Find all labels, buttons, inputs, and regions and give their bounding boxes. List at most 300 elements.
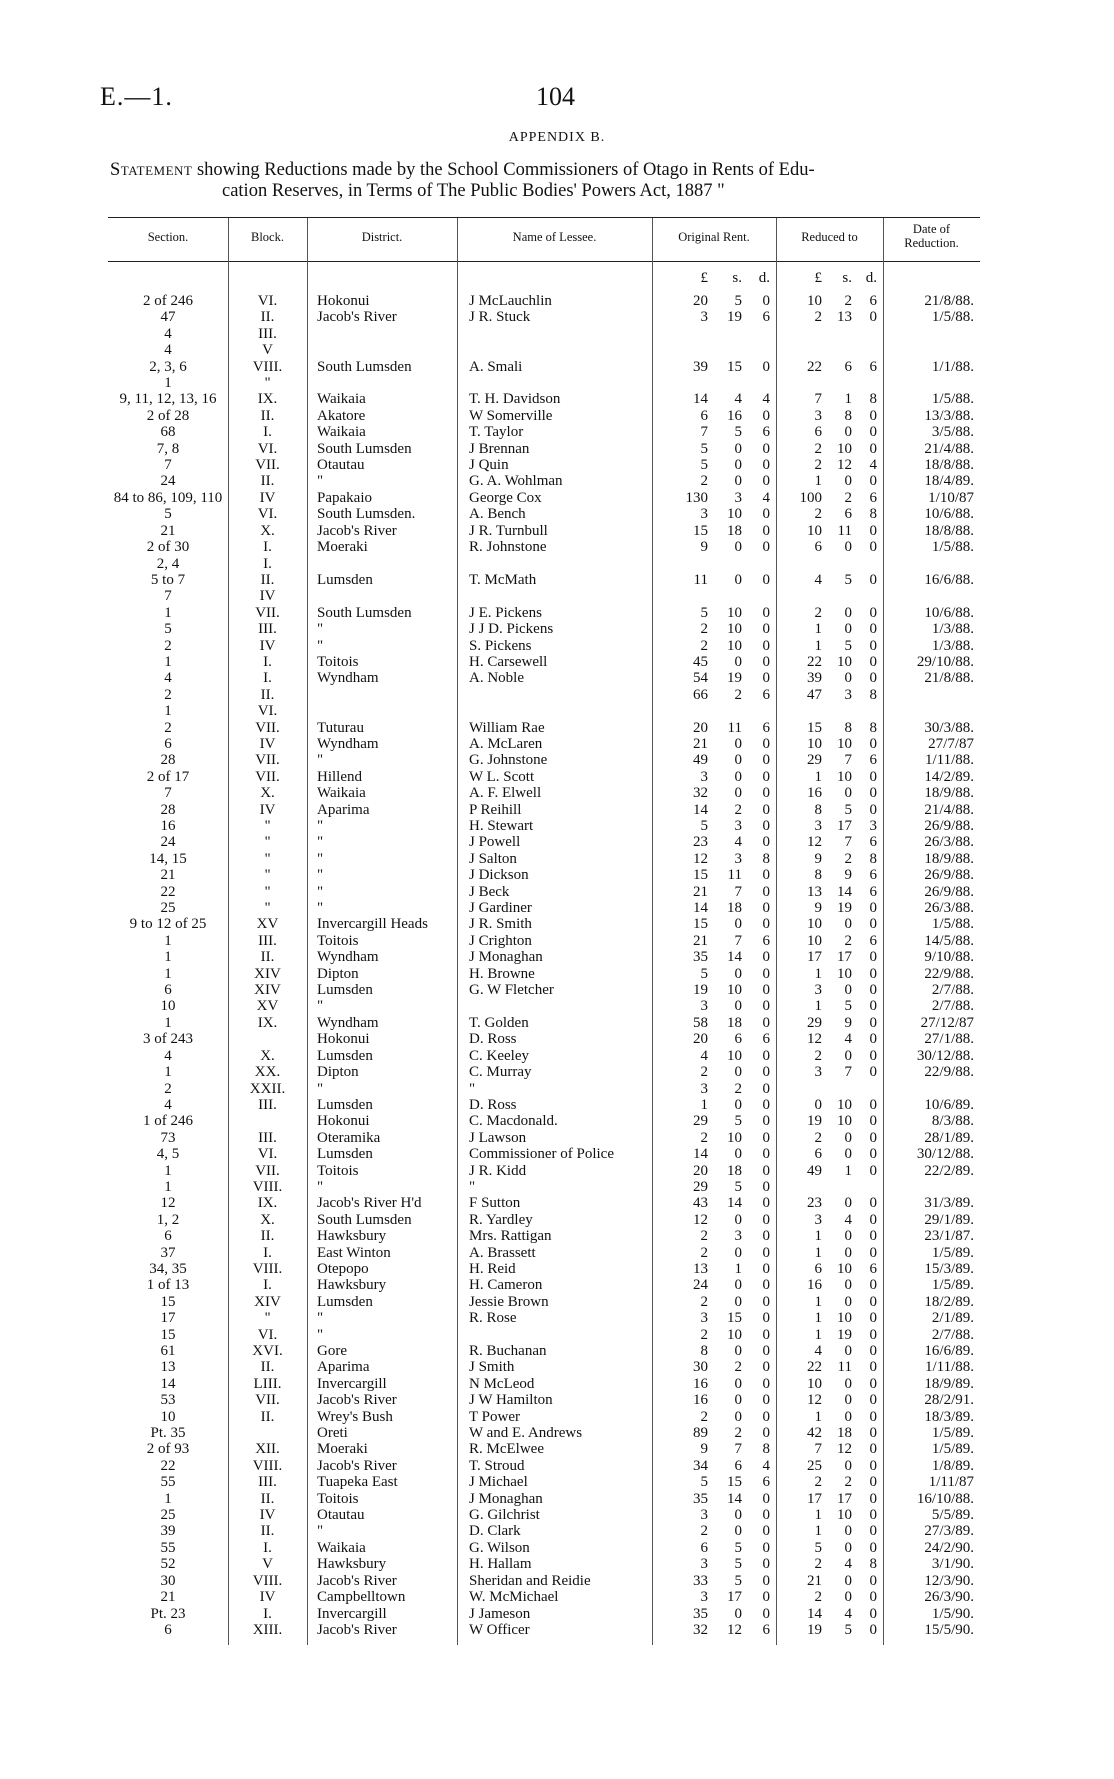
cell-date: [883, 687, 980, 703]
cell-lessee: A. Smali: [469, 358, 523, 375]
table-row: [108, 1343, 980, 1359]
cell-original-pence: 0: [762, 457, 770, 474]
cell-original-pence: 0: [762, 883, 770, 900]
cell-original-pounds: 8: [700, 1343, 708, 1359]
cell-district: Waikaia: [317, 391, 366, 408]
cell-original-shillings: 16: [727, 407, 742, 424]
cell-original-pence: 0: [762, 637, 770, 654]
cell-district: Hawksbury: [317, 1228, 387, 1245]
cell-section: 55: [160, 1474, 176, 1491]
cell-date: 14/5/88.: [924, 932, 974, 949]
cell-original-pence: 0: [762, 982, 770, 999]
cell-lessee: [457, 375, 652, 391]
cell-reduced-pence: 0: [869, 1457, 877, 1474]
cell-date: 21/4/88.: [924, 801, 974, 818]
cell-section: 6: [164, 982, 172, 999]
col-header-lessee: Name of Lessee.: [512, 230, 597, 244]
cell-section: 4: [164, 670, 172, 687]
cell-block: II.: [260, 686, 275, 703]
cell-reduced-shillings: 5: [844, 571, 852, 588]
currency-shillings: s.: [732, 270, 742, 286]
cell-district: Lumsden: [317, 982, 373, 999]
cell-reduced-pence: 0: [869, 1146, 877, 1163]
cell-reduced-pounds: 3: [814, 407, 822, 424]
cell-block: III.: [258, 932, 277, 949]
table-row: [108, 867, 980, 883]
table-row: [108, 1310, 980, 1326]
cell-district: Lumsden: [317, 1146, 373, 1163]
cell-reduced-shillings: 12: [837, 1441, 852, 1458]
cell-original-pence: 0: [762, 1146, 770, 1163]
cell-original-pounds: 14: [693, 391, 708, 408]
cell-reduced-pounds: 23: [807, 1195, 822, 1212]
cell-original-shillings: 10: [727, 982, 742, 999]
table-row: [108, 785, 980, 801]
cell-original-pence: 0: [762, 1129, 770, 1146]
cell-lessee: J Monaghan: [469, 949, 543, 966]
cell-original-pounds: 32: [693, 1621, 708, 1638]
cell-block: ": [264, 818, 271, 834]
cell-original-pence: 0: [762, 1523, 770, 1540]
cell-original-shillings: 3: [734, 1228, 742, 1245]
cell-block: VIII.: [252, 1457, 283, 1474]
cell-date: 10/6/88.: [924, 604, 974, 621]
cell-original-pounds: 20: [693, 293, 708, 309]
cell-reduced-pence: 6: [869, 883, 877, 900]
cell-original-pence: 0: [762, 1310, 770, 1327]
cell-district: South Lumsden: [317, 604, 412, 621]
cell-reduced-pounds: 1: [814, 1228, 822, 1245]
cell-lessee: W. McMichael: [469, 1589, 559, 1606]
table-row: [108, 1441, 980, 1457]
cell-lessee: H. Hallam: [469, 1556, 532, 1573]
cell-reduced-shillings: 10: [837, 1113, 852, 1130]
cell-original-pounds: 2: [700, 1129, 708, 1146]
cell-reduced-pence: 0: [869, 473, 877, 490]
cell-reduced-pounds: 1: [814, 1523, 822, 1540]
cell-reduced-pounds: 39: [807, 670, 822, 687]
cell-original-shillings: 11: [727, 719, 742, 736]
cell-original-pounds: 3: [700, 506, 708, 523]
cell-district: Dipton: [317, 1064, 359, 1081]
cell-original-pence: [742, 588, 776, 604]
cell-district: Jacob's River: [317, 1392, 397, 1409]
cell-date: 21/8/88.: [924, 670, 974, 687]
cell-reduced-shillings: 7: [844, 752, 852, 769]
cell-reduced-pounds: 2: [814, 1047, 822, 1064]
cell-reduced-pence: 0: [869, 1441, 877, 1458]
cell-original-pence: 0: [762, 1080, 770, 1097]
cell-block: VI.: [257, 293, 278, 309]
table-row: [108, 736, 980, 752]
cell-original-pence: 0: [762, 834, 770, 851]
cell-district: Oteramika: [317, 1129, 381, 1146]
table-row: [108, 1294, 980, 1310]
cell-district: Hokonui: [317, 1113, 370, 1130]
cell-lessee: G. Wilson: [469, 1539, 530, 1556]
cell-reduced-shillings: [822, 342, 852, 358]
cell-district: Waikaia: [317, 424, 366, 441]
cell-block: X.: [260, 522, 275, 539]
cell-block: III.: [258, 1129, 277, 1146]
cell-section: 21: [160, 867, 176, 884]
cell-block: IV: [259, 637, 276, 654]
cell-district: [307, 326, 457, 342]
cell-original-pounds: 24: [693, 1277, 708, 1294]
cell-original-pence: 0: [762, 900, 770, 917]
cell-date: 24/2/90.: [924, 1539, 974, 1556]
cell-original-pence: 6: [762, 932, 770, 949]
cell-district: Waikaia: [317, 785, 366, 802]
cell-reduced-pence: 0: [869, 1425, 877, 1442]
currency-shillings: s.: [842, 270, 852, 286]
cell-reduced-pounds: 19: [807, 1621, 822, 1638]
cell-district: Toitois: [317, 1490, 359, 1507]
col-header-date: [883, 222, 980, 250]
cell-section: 13: [160, 1359, 176, 1376]
cell-original-shillings: 12: [727, 1621, 742, 1638]
cell-date: 9/10/88.: [924, 949, 974, 966]
cell-section: 2: [164, 637, 172, 654]
cell-block: II.: [260, 473, 275, 490]
table-row: [108, 457, 980, 473]
cell-original-pounds: 14: [693, 900, 708, 917]
cell-date: [883, 375, 980, 391]
cell-section: 1: [164, 1064, 172, 1081]
cell-lessee: [457, 588, 652, 604]
cell-reduced-pence: 0: [869, 309, 877, 326]
cell-original-pence: 0: [762, 1326, 770, 1343]
col-header-block: Block.: [251, 230, 284, 244]
table-row: [108, 391, 980, 407]
table-row: [108, 1277, 980, 1293]
cell-original-pence: 0: [762, 604, 770, 621]
cell-reduced-pence: [852, 326, 883, 342]
cell-original-pounds: [652, 703, 708, 719]
cell-original-shillings: 18: [727, 522, 742, 539]
cell-original-pounds: 9: [700, 539, 708, 556]
cell-district: South Lumsden: [317, 1211, 412, 1228]
cell-block: VI.: [257, 703, 278, 720]
cell-reduced-pence: 0: [869, 1359, 877, 1376]
cell-original-pounds: 19: [693, 982, 708, 999]
cell-block: [228, 1031, 307, 1047]
cell-block: ": [264, 834, 271, 851]
cell-lessee: J J D. Pickens: [469, 621, 554, 638]
cell-original-pounds: 4: [700, 1047, 708, 1064]
cell-reduced-shillings: 0: [844, 1523, 852, 1540]
cell-original-shillings: 1: [734, 1260, 742, 1277]
cell-original-pence: 0: [762, 1375, 770, 1392]
cell-date: 1/11/87: [928, 1474, 974, 1491]
cell-original-pounds: 58: [693, 1014, 708, 1031]
cell-lessee: N McLeod: [469, 1375, 535, 1392]
cell-section: 30: [160, 1572, 176, 1589]
cell-reduced-shillings: 10: [837, 440, 852, 457]
cell-original-pounds: 5: [700, 818, 708, 834]
cell-reduced-pence: 6: [869, 489, 877, 506]
cell-original-pounds: 3: [700, 1556, 708, 1573]
cell-reduced-shillings: 0: [844, 1457, 852, 1474]
cell-original-pence: 0: [762, 1359, 770, 1376]
table-row: [108, 1113, 980, 1129]
cell-district: ": [317, 1326, 324, 1343]
cell-reduced-shillings: [822, 556, 852, 572]
cell-original-pounds: 2: [700, 1064, 708, 1081]
cell-reduced-shillings: 10: [837, 653, 852, 670]
cell-reduced-shillings: 10: [837, 735, 852, 752]
cell-reduced-pounds: 21: [807, 1572, 822, 1589]
cell-original-pence: 0: [762, 571, 770, 588]
table-row: [108, 949, 980, 965]
table-row: [108, 1064, 980, 1080]
cell-block: II.: [260, 949, 275, 966]
cell-date: 28/1/89.: [924, 1129, 974, 1146]
cell-lessee: J W Hamilton: [469, 1392, 553, 1409]
table-row: [108, 1556, 980, 1572]
cell-reduced-pence: 0: [869, 1064, 877, 1081]
cell-district: Hokonui: [317, 293, 370, 309]
cell-reduced-pence: 0: [869, 1293, 877, 1310]
table-row: [108, 539, 980, 555]
cell-reduced-pounds: 2: [814, 1556, 822, 1573]
cell-original-shillings: 0: [734, 735, 742, 752]
table-row: [108, 375, 980, 391]
cell-block: I.: [263, 539, 272, 556]
cell-reduced-pence: [852, 375, 883, 391]
cell-original-shillings: 0: [734, 785, 742, 802]
cell-date: 18/2/89.: [924, 1293, 974, 1310]
cell-district: Oreti: [317, 1425, 348, 1442]
cell-block: V: [262, 1556, 273, 1573]
cell-reduced-pence: 0: [869, 670, 877, 687]
cell-date: 27/7/87: [928, 735, 974, 752]
cell-reduced-pounds: 25: [807, 1457, 822, 1474]
cell-original-pounds: 49: [693, 752, 708, 769]
cell-reduced-pence: [852, 556, 883, 572]
cell-reduced-pounds: 4: [814, 1343, 822, 1359]
cell-original-shillings: 0: [734, 1605, 742, 1622]
cell-reduced-pounds: 7: [814, 1441, 822, 1458]
cell-original-shillings: 5: [734, 1539, 742, 1556]
cell-original-shillings: 10: [727, 621, 742, 638]
cell-block: [228, 1113, 307, 1129]
cell-reduced-pence: 0: [869, 1474, 877, 1491]
caption-lead: Statement: [110, 160, 193, 180]
cell-original-shillings: 11: [727, 867, 742, 884]
cell-district: South Lumsden.: [317, 506, 416, 523]
cell-original-shillings: 0: [734, 752, 742, 769]
cell-reduced-pence: 0: [869, 1572, 877, 1589]
cell-lessee: J Quin: [469, 457, 509, 474]
cell-original-pounds: 32: [693, 785, 708, 802]
cell-date: 1/5/90.: [931, 1605, 974, 1622]
cell-district: ": [317, 867, 324, 884]
cell-section: 5 to 7: [150, 571, 186, 588]
currency-pence: d.: [865, 270, 877, 286]
cell-date: 29/1/89.: [924, 1211, 974, 1228]
cell-original-pence: 0: [762, 670, 770, 687]
cell-district: Toitois: [317, 1162, 359, 1179]
cell-district: Tuturau: [317, 719, 364, 736]
cell-reduced-pence: 0: [869, 1244, 877, 1261]
cell-original-shillings: [708, 556, 742, 572]
cell-reduced-shillings: 10: [837, 1260, 852, 1277]
table-caption: [110, 160, 990, 202]
cell-reduced-pounds: 22: [807, 1359, 822, 1376]
cell-original-pence: 0: [762, 1113, 770, 1130]
cell-lessee: [457, 998, 652, 1014]
cell-district: Jacob's River: [317, 522, 397, 539]
cell-original-pounds: 20: [693, 1162, 708, 1179]
table-row: [108, 605, 980, 621]
cell-date: 18/3/89.: [924, 1408, 974, 1425]
cell-original-pounds: [652, 326, 708, 342]
cell-section: 17: [160, 1310, 176, 1327]
cell-original-shillings: [708, 375, 742, 391]
cell-section: 22: [160, 883, 176, 900]
currency-row: [108, 263, 980, 293]
caption-line-2: cation Reserves, in Terms of The Public Bodies' Powers Act, 1887 ": [222, 181, 725, 201]
table-row: [108, 1179, 980, 1195]
cell-lessee: G. A. Wohlman: [469, 473, 563, 490]
cell-reduced-pence: 0: [869, 1523, 877, 1540]
cell-reduced-shillings: 0: [844, 1392, 852, 1409]
cell-date: 18/4/89.: [924, 473, 974, 490]
cell-reduced-shillings: 2: [844, 489, 852, 506]
cell-section: 10: [160, 998, 176, 1015]
table-row: [108, 572, 980, 588]
cell-reduced-pounds: 1: [814, 768, 822, 785]
cell-block: I.: [263, 670, 272, 687]
cell-reduced-pounds: 10: [807, 916, 822, 933]
cell-original-pence: 0: [762, 653, 770, 670]
cell-original-pence: 0: [762, 949, 770, 966]
cell-date: 1/3/88.: [931, 621, 974, 638]
cell-original-pounds: 21: [693, 883, 708, 900]
cell-district: ": [317, 818, 324, 834]
cell-district: Lumsden: [317, 1096, 373, 1113]
cell-section: 1: [164, 1490, 172, 1507]
cell-block: VII.: [255, 752, 280, 769]
table-row: [108, 588, 980, 604]
cell-reduced-pence: 0: [869, 900, 877, 917]
cell-reduced-shillings: [822, 1179, 852, 1195]
cell-reduced-pounds: 14: [807, 1605, 822, 1622]
cell-reduced-pence: 0: [869, 1326, 877, 1343]
cell-date: [883, 1179, 980, 1195]
cell-district: ": [317, 621, 324, 638]
table-row: [108, 1212, 980, 1228]
cell-original-shillings: 2: [734, 801, 742, 818]
cell-original-pounds: [652, 556, 708, 572]
cell-district: ": [317, 1310, 324, 1327]
table-row: [108, 1392, 980, 1408]
cell-original-shillings: 10: [727, 637, 742, 654]
table-row: [108, 752, 980, 768]
cell-original-shillings: 14: [727, 1195, 742, 1212]
cell-block: I.: [263, 1605, 272, 1622]
cell-original-shillings: 10: [727, 604, 742, 621]
cell-section: 7: [164, 588, 172, 605]
cell-reduced-shillings: 11: [837, 1359, 852, 1376]
cell-original-pence: 0: [762, 1490, 770, 1507]
cell-original-pence: 0: [762, 867, 770, 884]
cell-section: 1: [164, 703, 172, 720]
cell-reduced-shillings: 2: [844, 293, 852, 309]
cell-original-pounds: 15: [693, 916, 708, 933]
cell-original-pounds: 35: [693, 1490, 708, 1507]
cell-date: 30/12/88.: [916, 1047, 974, 1064]
cell-reduced-pence: 0: [869, 539, 877, 556]
cell-district: ": [317, 1080, 324, 1097]
cell-lessee: J Powell: [469, 834, 521, 851]
cell-district: [307, 687, 457, 703]
cell-original-shillings: 2: [734, 1425, 742, 1442]
cell-block: VI.: [257, 1326, 278, 1343]
cell-original-shillings: 5: [734, 1556, 742, 1573]
cell-section: 14: [160, 1375, 176, 1392]
cell-block: IV: [259, 588, 276, 605]
cell-date: 31/3/89.: [924, 1195, 974, 1212]
table-row: [108, 326, 980, 342]
cell-date: 14/2/89.: [924, 768, 974, 785]
cell-reduced-shillings: [822, 1081, 852, 1097]
cell-reduced-pence: 0: [869, 1343, 877, 1359]
cell-reduced-shillings: 2: [844, 1474, 852, 1491]
table-row: [108, 424, 980, 440]
table-row: [108, 1606, 980, 1622]
cell-date: 23/1/87.: [924, 1228, 974, 1245]
cell-original-pence: 6: [762, 309, 770, 326]
cell-lessee: H. Cameron: [469, 1277, 543, 1294]
cell-original-pounds: 11: [693, 571, 708, 588]
cell-lessee: [457, 342, 652, 358]
cell-reduced-pounds: 8: [814, 867, 822, 884]
col-header-reduced-to: Reduced to: [801, 230, 858, 244]
cell-district: ": [317, 752, 324, 769]
cell-block: XIV: [254, 1293, 281, 1310]
cell-section: 1: [164, 1178, 172, 1195]
cell-reduced-shillings: 0: [844, 1408, 852, 1425]
cell-original-pounds: 33: [693, 1572, 708, 1589]
cell-district: Jacob's River: [317, 1572, 397, 1589]
cell-date: 27/1/88.: [924, 1031, 974, 1048]
cell-lessee: J R. Turnbull: [469, 522, 548, 539]
cell-reduced-pence: 8: [869, 1556, 877, 1573]
cell-block: II.: [260, 1523, 275, 1540]
cell-lessee: T. Stroud: [469, 1457, 525, 1474]
cell-date: [883, 556, 980, 572]
cell-original-shillings: 2: [734, 686, 742, 703]
table-row: [108, 1228, 980, 1244]
cell-reduced-pounds: 4: [814, 571, 822, 588]
cell-reduced-shillings: 0: [844, 621, 852, 638]
cell-date: [883, 326, 980, 342]
cell-lessee: J Michael: [469, 1474, 528, 1491]
cell-section: 2 of 17: [146, 768, 190, 785]
cell-lessee: ": [469, 1080, 476, 1097]
cell-section: 1 of 13: [146, 1277, 190, 1294]
cell-reduced-pence: 0: [869, 1589, 877, 1606]
cell-reduced-shillings: 7: [844, 834, 852, 851]
cell-date: 1/5/88.: [931, 916, 974, 933]
cell-reduced-shillings: 0: [844, 1277, 852, 1294]
cell-original-pence: 6: [762, 1474, 770, 1491]
cell-reduced-pence: 0: [869, 1375, 877, 1392]
cell-original-shillings: 5: [734, 1178, 742, 1195]
table-row: [108, 818, 980, 834]
